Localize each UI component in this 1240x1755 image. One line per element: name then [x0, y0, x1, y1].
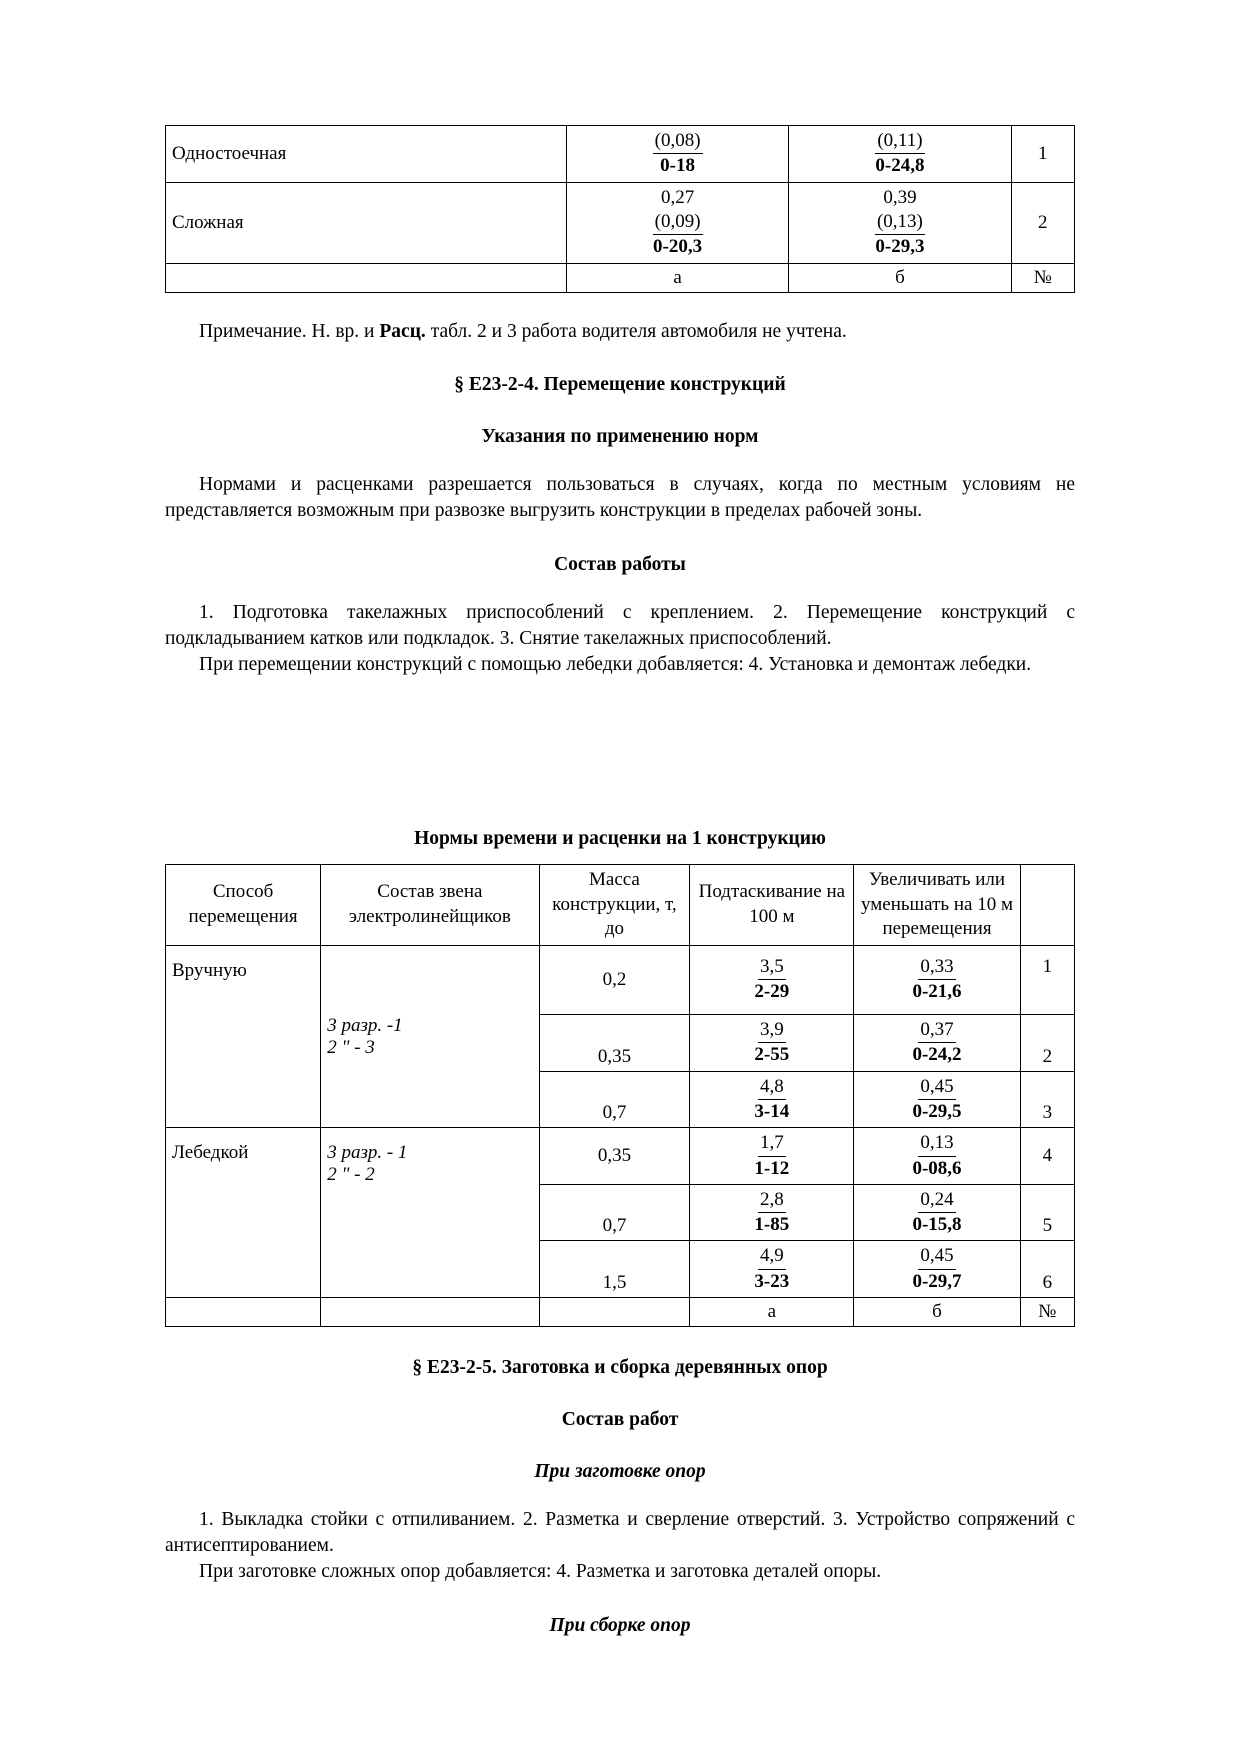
row-label: Одностоечная [166, 126, 567, 183]
cell-drag-100m [690, 1128, 854, 1185]
value-rate: 0-24,2 [912, 1044, 962, 1066]
value-rate: 0-21,6 [912, 981, 962, 1003]
header-adjust-10m: Увеличивать или уменьшать на 10 м перемещения [854, 864, 1020, 945]
value-norm: 0,27 [660, 186, 695, 208]
cell-col-b [789, 182, 1011, 263]
cell-col-b [789, 126, 1011, 183]
table-footer-row [166, 263, 1075, 292]
subheading-usage: Указания по применению норм [481, 426, 759, 448]
value-rate: 0-18 [660, 155, 695, 177]
preparation-paragraph-2: При заготовке сложных опор добавляется: 4. Разметка и заготовка деталей опоры. [199, 1560, 882, 1582]
note-suffix: табл. 2 и 3 работа водителя автомобиля не учтена. [425, 320, 847, 342]
cell-mass: 0,35 [539, 1014, 690, 1071]
footer-col-b: б [854, 1298, 1020, 1327]
value-rate: 0-08,6 [912, 1157, 962, 1179]
cell-drag-100m [690, 1241, 854, 1298]
value-rate: 0-15,8 [912, 1214, 962, 1236]
table-row [166, 182, 1075, 263]
note-prefix: Примечание. Н. вр. и [199, 320, 380, 342]
cell-mass: 0,7 [539, 1071, 690, 1128]
footer-col-no: № [1020, 1298, 1074, 1327]
cell-mass: 1,5 [539, 1241, 690, 1298]
cell-adjust-10m [854, 1241, 1020, 1298]
cell-adjust-10m [854, 945, 1020, 1014]
subheading-preparation: При заготовке опор [534, 1461, 706, 1483]
footer-label [166, 263, 567, 292]
footer-blank-2 [321, 1298, 539, 1327]
cell-mass: 0,7 [539, 1184, 690, 1241]
value-numerator: 4,8 [758, 1075, 786, 1100]
footer-col-b: б [789, 263, 1011, 292]
row-number: 1 [1011, 126, 1074, 183]
value-rate: 0-20,3 [653, 236, 703, 258]
section-heading-e23-2-4: § Е23-2-4. Перемещение конструкций [454, 374, 786, 396]
row-number: 2 [1011, 182, 1074, 263]
subheading-composition: Состав работы [554, 554, 686, 576]
value-numerator: 3,9 [758, 1018, 786, 1043]
value-numerator: 2,8 [758, 1188, 786, 1213]
row-number: 5 [1020, 1184, 1074, 1241]
preparation-paragraph-1: 1. Выкладка стойки с отпиливанием. 2. Разметка и сверление отверстий. 3. Устройство сопряжений с антисептированием. [165, 1509, 1075, 1557]
value-numerator: (0,11) [875, 129, 924, 154]
cell-drag-100m [690, 1014, 854, 1071]
crew-line-1: 3 разр. - 1 [327, 1142, 408, 1164]
cell-drag-100m [690, 1184, 854, 1241]
value-numerator: (0,08) [653, 129, 703, 154]
cell-mass: 0,35 [539, 1128, 690, 1185]
footer-col-a: а [690, 1298, 854, 1327]
footer-col-a: а [566, 263, 788, 292]
group-method-label: Вручную [166, 945, 321, 1127]
value-rate: 3-23 [754, 1270, 790, 1292]
footer-blank-1 [166, 1298, 321, 1327]
group-crew [321, 945, 539, 1127]
value-numerator: (0,09) [653, 210, 703, 235]
cell-adjust-10m [854, 1071, 1020, 1128]
value-numerator: 0,33 [918, 955, 955, 980]
header-mass: Масса конструкции, т, до [539, 864, 690, 945]
table2-header-row [166, 864, 1075, 945]
table-rates-continuation [165, 125, 1075, 293]
table-norms-per-construction [165, 864, 1075, 1327]
table-row [166, 945, 1075, 1014]
cell-adjust-10m [854, 1014, 1020, 1071]
table2-title: Нормы времени и расценки на 1 конструкцию [414, 827, 826, 849]
vertical-spacer [165, 678, 1075, 828]
value-rate: 0-29,7 [912, 1270, 962, 1292]
value-rate: 0-24,8 [875, 155, 925, 177]
row-number: 4 [1020, 1128, 1074, 1185]
cell-adjust-10m [854, 1128, 1020, 1185]
value-numerator: (0,13) [875, 210, 925, 235]
footer-col-no: № [1011, 263, 1074, 292]
cell-col-a [566, 182, 788, 263]
table-row [166, 126, 1075, 183]
cell-col-a [566, 126, 788, 183]
value-numerator: 0,45 [918, 1075, 955, 1100]
value-numerator: 4,9 [758, 1244, 786, 1269]
row-number: 3 [1020, 1071, 1074, 1128]
page-content [165, 125, 1075, 1637]
footer-blank-3 [539, 1298, 690, 1327]
cell-mass: 0,2 [539, 945, 690, 1014]
row-label: Сложная [166, 182, 567, 263]
value-numerator: 0,45 [918, 1244, 955, 1269]
crew-line-1: 3 разр. -1 [327, 1014, 403, 1036]
row-number: 1 [1020, 945, 1074, 1014]
note-bold-term: Расц. [379, 320, 426, 342]
note-paragraph [165, 319, 1075, 345]
usage-paragraph: Нормами и расценками разрешается пользоваться в случаях, когда по местным условиям не представляется возможным при развозке выгрузить конструкции в пределах рабочей зоны. [165, 474, 1075, 522]
value-rate: 1-85 [754, 1214, 790, 1236]
table-row [166, 1128, 1075, 1185]
value-rate: 2-55 [754, 1044, 790, 1066]
value-numerator: 0,24 [918, 1188, 955, 1213]
composition-paragraph-1: 1. Подготовка такелажных приспособлений с креплением. 2. Перемещение конструкций с подкладыванием катков или подкладок. 3. Снятие такелажных приспособлений. [165, 602, 1075, 650]
subheading-works: Состав работ [561, 1409, 679, 1431]
value-rate: 0-29,3 [875, 236, 925, 258]
row-number: 6 [1020, 1241, 1074, 1298]
value-numerator: 3,5 [758, 955, 786, 980]
value-numerator: 0,37 [918, 1018, 955, 1043]
header-drag-100m: Подтаскивание на 100 м [690, 864, 854, 945]
subheading-assembly: При сборке опор [549, 1614, 691, 1636]
cell-drag-100m [690, 945, 854, 1014]
value-numerator: 1,7 [758, 1131, 786, 1156]
value-rate: 1-12 [754, 1157, 790, 1179]
group-crew [321, 1128, 539, 1298]
section-heading-e23-2-5: § Е23-2-5. Заготовка и сборка деревянных опор [412, 1357, 828, 1379]
value-rate: 0-29,5 [912, 1100, 962, 1122]
crew-line-2: 2 " - 3 [327, 1036, 375, 1058]
crew-line-2: 2 " - 2 [327, 1164, 375, 1186]
cell-adjust-10m [854, 1184, 1020, 1241]
table2-footer-row [166, 1298, 1075, 1327]
header-method: Способ перемещения [166, 864, 321, 945]
value-norm: 0,39 [883, 186, 917, 208]
header-number [1020, 864, 1074, 945]
value-numerator: 0,13 [918, 1131, 955, 1156]
header-crew: Состав звена электролинейщиков [321, 864, 539, 945]
row-number: 2 [1020, 1014, 1074, 1071]
value-rate: 2-29 [754, 981, 790, 1003]
composition-paragraph-2: При перемещении конструкций с помощью лебедки добавляется: 4. Установка и демонтаж лебедки. [199, 653, 1032, 675]
group-method-label: Лебедкой [166, 1128, 321, 1298]
value-rate: 3-14 [754, 1100, 790, 1122]
cell-drag-100m [690, 1071, 854, 1128]
